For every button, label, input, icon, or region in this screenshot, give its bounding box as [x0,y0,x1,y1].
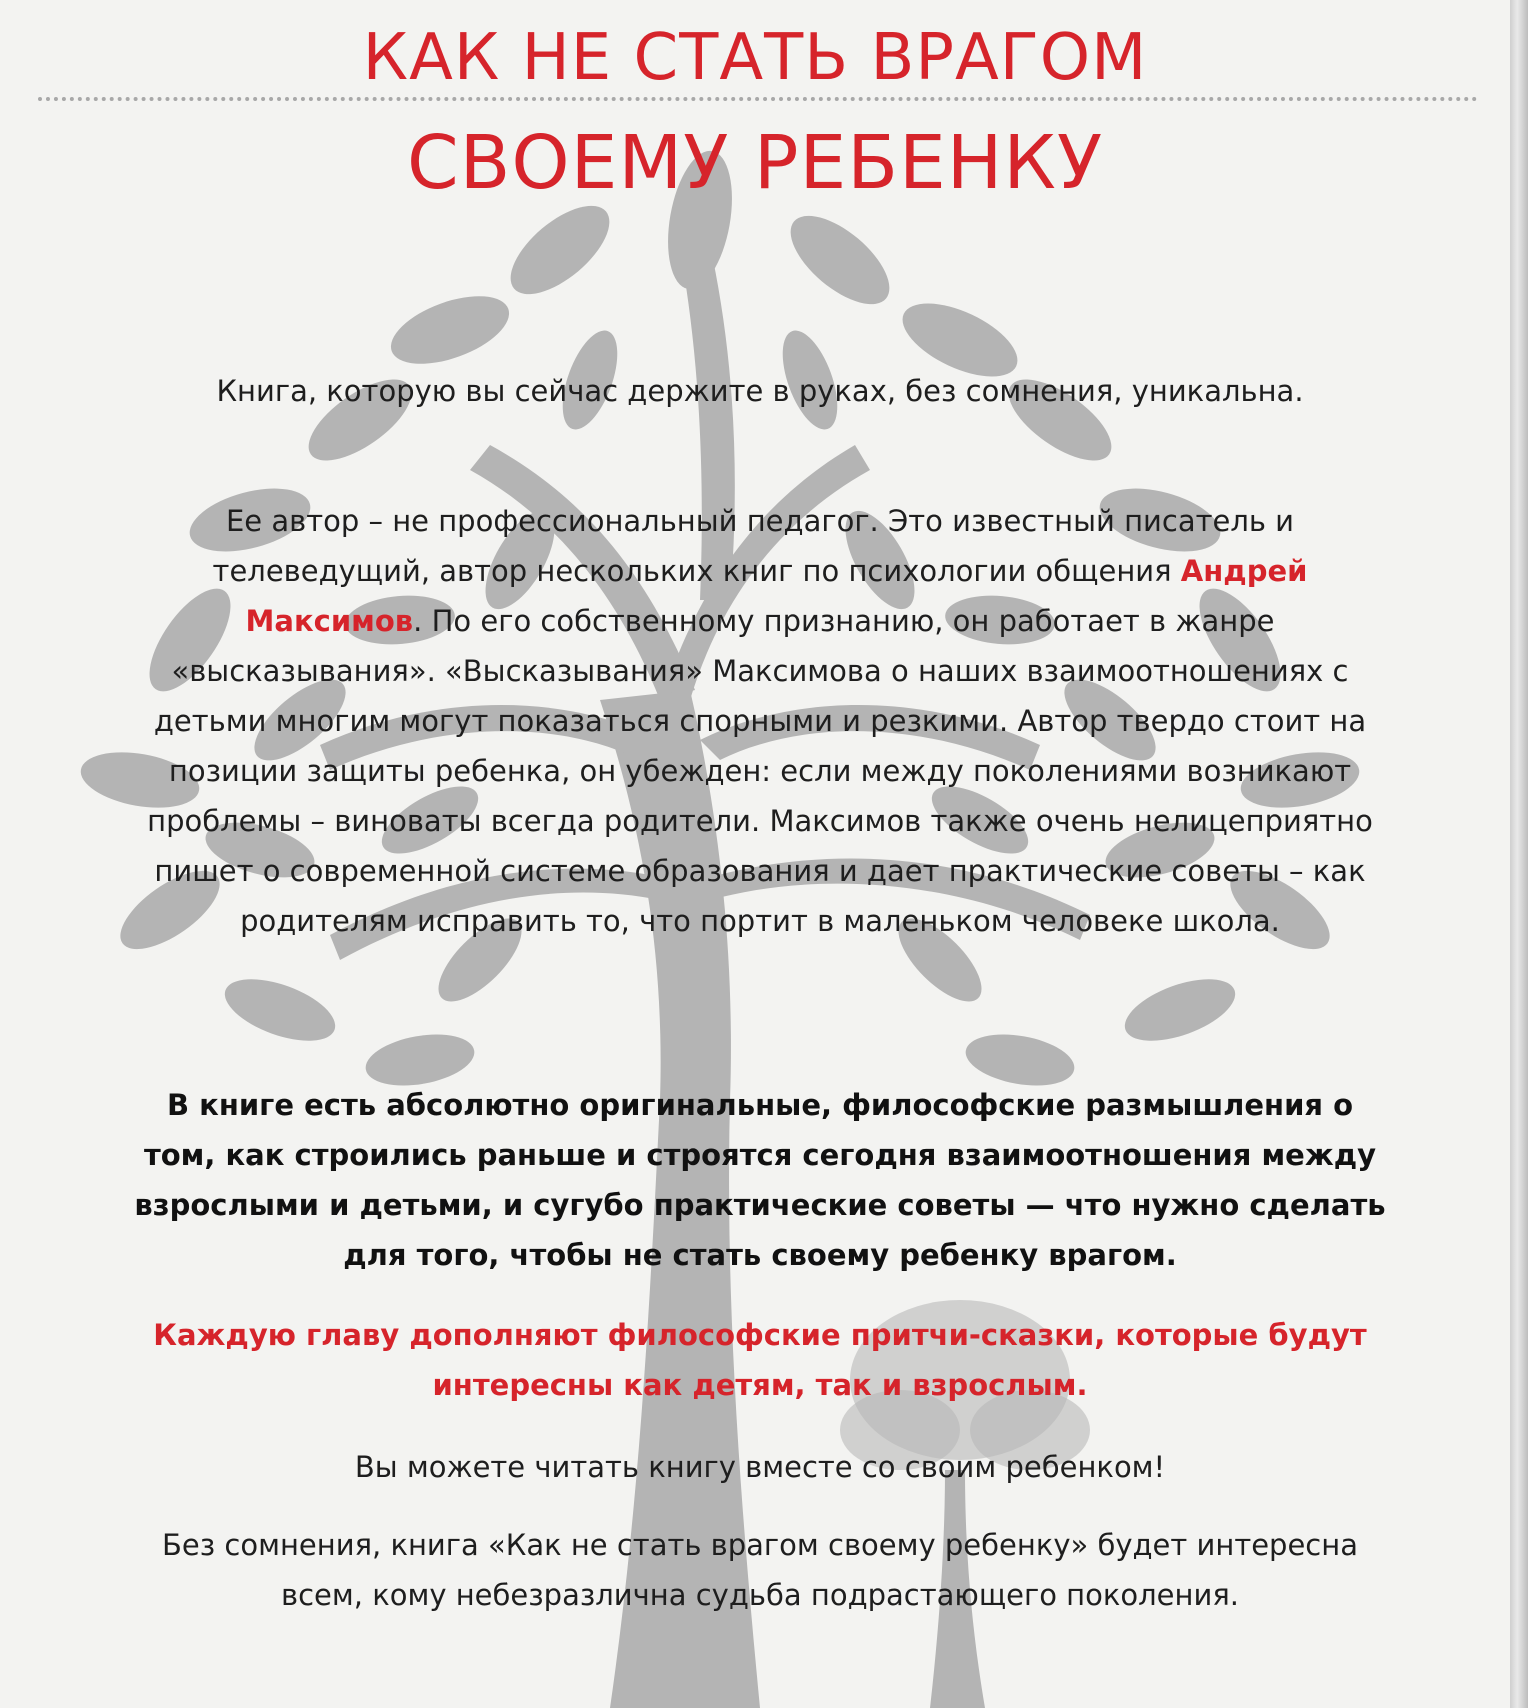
paragraph-author-after: . По его собственному признанию, он работает в жанре «высказывания». «Высказывания» Максимова о наших взаимоотношениях с детьми многим могут показаться спорными и резкими. Автор твердо стоит на позиции защиты ребенка, он убежден: если между поколениями возникают проблемы – виноваты всегда родители. Максимов также очень нелицеприятно пишет о современной системе образования и дает практические советы – как родителям исправить то, что портит в маленьком человеке школа. [147,604,1373,938]
paragraph-author [130,496,1390,946]
paragraph-author-before: Ее автор – не профессиональный педагог. Это известный писатель и телеведущий, автор нескольких книг по психологии общения [212,504,1295,588]
title-divider [38,97,1478,101]
paragraph-bold: В книге есть абсолютно оригинальные, философские размышления о том, как строились раньше и строятся сегодня взаимоотношения между взрослыми и детьми, и сугубо практические советы — что нужно сделать для того, чтобы не стать своему ребенку врагом. [134,1088,1386,1272]
cover-edge [1510,0,1528,1708]
paragraph-highlight: Каждую главу дополняют философские притчи-сказки, которые будут интересны как детям, так и взрослым. [153,1318,1367,1402]
paragraph-intro: Книга, которую вы сейчас держите в руках, без сомнения, уникальна. [216,374,1304,408]
title-line-2: СВОЕМУ РЕБЕНКУ [406,120,1104,206]
title-line-1: КАК НЕ СТАТЬ ВРАГОМ [362,21,1148,95]
author-name: Андрей Максимов [245,554,1308,638]
paragraph-read-together: Вы можете читать книгу вместе со своим ребенком! [354,1450,1166,1484]
paragraph-conclusion: Без сомнения, книга «Как не стать врагом своему ребенку» будет интересна всем, кому небезразлична судьба подрастающего поколения. [162,1528,1358,1612]
